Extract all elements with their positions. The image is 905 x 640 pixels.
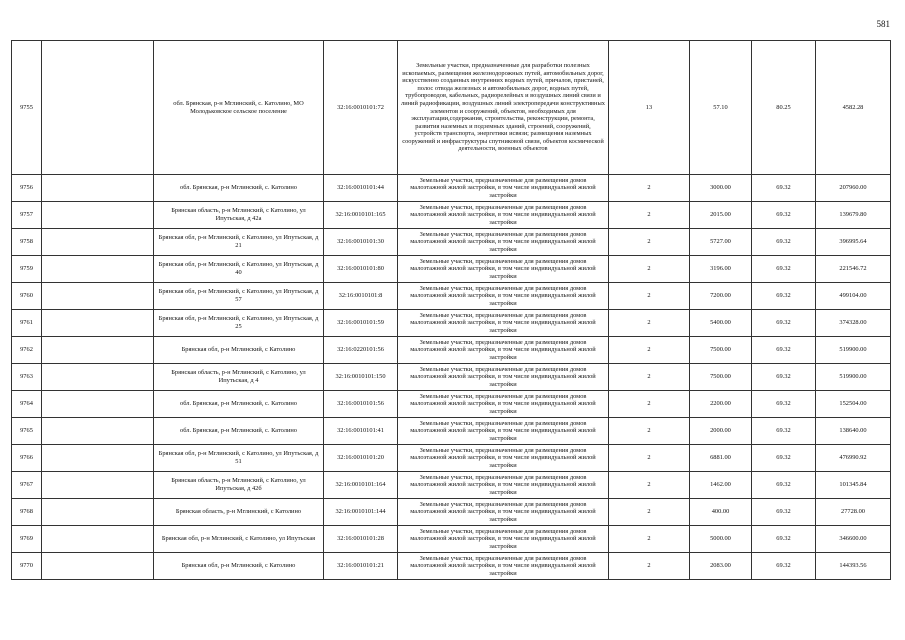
group-number-cell: 2 xyxy=(609,256,690,283)
cadastral-number-cell: 32:16:0010101:20 xyxy=(324,445,398,472)
land-use-purpose-cell: Земельные участки, предназначенные для размещения домов малоэтажной жилой застройки, в том числе индивидуальной жилой застройки xyxy=(398,229,609,256)
land-use-purpose-cell: Земельные участки, предназначенные для размещения домов малоэтажной жилой застройки, в том числе индивидуальной жилой застройки xyxy=(398,418,609,445)
land-use-purpose-cell: Земельные участки, предназначенные для размещения домов малоэтажной жилой застройки, в том числе индивидуальной жилой застройки xyxy=(398,175,609,202)
area-cell: 3196.00 xyxy=(690,256,752,283)
row-number: 9758 xyxy=(12,229,42,256)
table-row xyxy=(12,526,891,553)
land-use-purpose-cell: Земельные участки, предназначенные для размещения домов малоэтажной жилой застройки, в том числе индивидуальной жилой застройки xyxy=(398,337,609,364)
table-row xyxy=(12,229,891,256)
land-use-purpose-cell: Земельные участки, предназначенные для размещения домов малоэтажной жилой застройки, в том числе индивидуальной жилой застройки xyxy=(398,445,609,472)
cadastral-value-cell: 207960.00 xyxy=(816,175,891,202)
table-row xyxy=(12,418,891,445)
group-number-cell: 2 xyxy=(609,283,690,310)
area-cell: 6881.00 xyxy=(690,445,752,472)
table-row xyxy=(12,175,891,202)
land-use-purpose-cell: Земельные участки, предназначенные для размещения домов малоэтажной жилой застройки, в том числе индивидуальной жилой застройки xyxy=(398,553,609,580)
address-cell: обл. Брянская, р-н Мглинский, с. Католино, МО Молодьковское сельское поселение xyxy=(154,41,324,175)
address-cell: Брянская обл, р-н Мглинский, с Католино xyxy=(154,553,324,580)
cadastral-number-cell: 32:16:0010101:59 xyxy=(324,310,398,337)
address-cell: Брянская область, р-н Мглинский, с Католино, ул Ипутьская, д 4 xyxy=(154,364,324,391)
rate-cell: 69.32 xyxy=(752,553,816,580)
row-number: 9764 xyxy=(12,391,42,418)
group-number-cell: 2 xyxy=(609,418,690,445)
address-cell: Брянская обл, р-н Мглинский, с Католино, ул Ипутьская, д 21 xyxy=(154,229,324,256)
cadastral-number-cell: 32:16:0010101:41 xyxy=(324,418,398,445)
land-use-purpose-cell: Земельные участки, предназначенные для размещения домов малоэтажной жилой застройки, в том числе индивидуальной жилой застройки xyxy=(398,283,609,310)
rate-cell: 69.32 xyxy=(752,472,816,499)
cadastral-number-cell: 32:16:0010101:28 xyxy=(324,526,398,553)
row-number: 9760 xyxy=(12,283,42,310)
cadastral-number-cell: 32:16:0010101:8 xyxy=(324,283,398,310)
empty-cell xyxy=(42,499,154,526)
area-cell: 5727.00 xyxy=(690,229,752,256)
group-number-cell: 2 xyxy=(609,229,690,256)
empty-cell xyxy=(42,229,154,256)
group-number-cell: 2 xyxy=(609,472,690,499)
area-cell: 7500.00 xyxy=(690,364,752,391)
table-row xyxy=(12,202,891,229)
cadastral-number-cell: 32:16:0010101:30 xyxy=(324,229,398,256)
rate-cell: 69.32 xyxy=(752,229,816,256)
cadastral-number-cell: 32:16:0010101:144 xyxy=(324,499,398,526)
row-number: 9761 xyxy=(12,310,42,337)
table-row xyxy=(12,256,891,283)
row-number: 9765 xyxy=(12,418,42,445)
empty-cell xyxy=(42,553,154,580)
cadastral-number-cell: 32:16:0010101:150 xyxy=(324,364,398,391)
row-number: 9769 xyxy=(12,526,42,553)
table-row xyxy=(12,472,891,499)
address-cell: Брянская область, р-н Мглинский, с Католино, ул Ипутьская, д 42а xyxy=(154,202,324,229)
rate-cell: 69.32 xyxy=(752,526,816,553)
empty-cell xyxy=(42,337,154,364)
cadastral-value-cell: 144393.56 xyxy=(816,553,891,580)
empty-cell xyxy=(42,202,154,229)
empty-cell xyxy=(42,310,154,337)
area-cell: 2083.00 xyxy=(690,553,752,580)
table-row xyxy=(12,337,891,364)
area-cell: 2000.00 xyxy=(690,418,752,445)
land-use-purpose-cell: Земельные участки, предназначенные для размещения домов малоэтажной жилой застройки, в том числе индивидуальной жилой застройки xyxy=(398,472,609,499)
group-number-cell: 2 xyxy=(609,310,690,337)
land-use-purpose-cell: Земельные участки, предназначенные для размещения домов малоэтажной жилой застройки, в том числе индивидуальной жилой застройки xyxy=(398,256,609,283)
row-number: 9767 xyxy=(12,472,42,499)
cadastral-value-cell: 499104.00 xyxy=(816,283,891,310)
group-number-cell: 2 xyxy=(609,499,690,526)
rate-cell: 69.32 xyxy=(752,499,816,526)
row-number: 9766 xyxy=(12,445,42,472)
empty-cell xyxy=(42,256,154,283)
address-cell: Брянская область, р-н Мглинский, с Католино, ул Ипутьская, д 42б xyxy=(154,472,324,499)
table-row xyxy=(12,445,891,472)
group-number-cell: 2 xyxy=(609,445,690,472)
address-cell: обл. Брянская, р-н Мглинский, с. Католино xyxy=(154,175,324,202)
area-cell: 5000.00 xyxy=(690,526,752,553)
area-cell: 2200.00 xyxy=(690,391,752,418)
area-cell: 2015.00 xyxy=(690,202,752,229)
cadastral-value-cell: 519900.00 xyxy=(816,364,891,391)
cadastral-number-cell: 32:16:0010101:21 xyxy=(324,553,398,580)
row-number: 9763 xyxy=(12,364,42,391)
cadastral-value-cell: 139679.80 xyxy=(816,202,891,229)
area-cell: 3000.00 xyxy=(690,175,752,202)
rate-cell: 69.32 xyxy=(752,364,816,391)
cadastral-number-cell: 32:16:0010101:165 xyxy=(324,202,398,229)
cadastral-value-cell: 476990.92 xyxy=(816,445,891,472)
land-use-purpose-cell: Земельные участки, предназначенные для размещения домов малоэтажной жилой застройки, в том числе индивидуальной жилой застройки xyxy=(398,526,609,553)
row-number: 9762 xyxy=(12,337,42,364)
table-row xyxy=(12,283,891,310)
land-use-purpose-cell: Земельные участки, предназначенные для размещения домов малоэтажной жилой застройки, в том числе индивидуальной жилой застройки xyxy=(398,310,609,337)
rate-cell: 69.32 xyxy=(752,445,816,472)
table-body xyxy=(12,41,891,580)
rate-cell: 69.32 xyxy=(752,310,816,337)
table-row xyxy=(12,310,891,337)
area-cell: 7200.00 xyxy=(690,283,752,310)
empty-cell xyxy=(42,364,154,391)
cadastral-number-cell: 32:16:0010101:80 xyxy=(324,256,398,283)
cadastral-number-cell: 32:16:0220101:56 xyxy=(324,337,398,364)
cadastral-value-cell: 138640.00 xyxy=(816,418,891,445)
land-use-purpose-cell: Земельные участки, предназначенные для разработки полезных ископаемых, размещения железнодорожных путей, автомобильных дорог, искусственно созданных внутренних водных путей, причалов, пристаней, полос отвода железных и автомобильных дорог, водных путей, трубопроводов, кабельных, радиорелейных и воздушных линий связи и линий радиофикации, воздушных линий электропередачи конструктивных элементов и сооружений, объектов, необходимых для эксплуатации,содержания, строительства, реконструкции, ремонта, развития наземных и подземных зданий, строений, сооружений, устройств транспорта, энергетики исвязи; размещения наземных сооружений и инфраструктуры спутниковой связи, объектов космической деятельности, военных объектов xyxy=(398,41,609,175)
area-cell: 5400.00 xyxy=(690,310,752,337)
area-cell: 7500.00 xyxy=(690,337,752,364)
land-use-purpose-cell: Земельные участки, предназначенные для размещения домов малоэтажной жилой застройки, в том числе индивидуальной жилой застройки xyxy=(398,499,609,526)
empty-cell xyxy=(42,472,154,499)
group-number-cell: 2 xyxy=(609,391,690,418)
group-number-cell: 2 xyxy=(609,202,690,229)
address-cell: Брянская обл, р-н Мглинский, с Католино, ул Ипутьская, д 40 xyxy=(154,256,324,283)
area-cell: 1462.00 xyxy=(690,472,752,499)
land-use-purpose-cell: Земельные участки, предназначенные для размещения домов малоэтажной жилой застройки, в том числе индивидуальной жилой застройки xyxy=(398,202,609,229)
empty-cell xyxy=(42,526,154,553)
address-cell: Брянская обл, р-н Мглинский, с Католино, ул Ипутьская, д 51 xyxy=(154,445,324,472)
address-cell: Брянская обл, р-н Мглинский, с Католино, ул Ипутьская, д 25 xyxy=(154,310,324,337)
empty-cell xyxy=(42,418,154,445)
address-cell: обл. Брянская, р-н Мглинский, с. Католино xyxy=(154,418,324,445)
row-number: 9756 xyxy=(12,175,42,202)
address-cell: Брянская обл, р-н Мглинский, с Католино, ул Ипутьская, д 57 xyxy=(154,283,324,310)
group-number-cell: 13 xyxy=(609,41,690,175)
table-row xyxy=(12,364,891,391)
rate-cell: 69.32 xyxy=(752,256,816,283)
address-cell: Брянская обл, р-н Мглинский, с Католино, ул Ипутьская xyxy=(154,526,324,553)
cadastral-number-cell: 32:16:0010101:56 xyxy=(324,391,398,418)
cadastral-number-cell: 32:16:0010101:72 xyxy=(324,41,398,175)
table-row xyxy=(12,499,891,526)
address-cell: обл. Брянская, р-н Мглинский, с. Католино xyxy=(154,391,324,418)
group-number-cell: 2 xyxy=(609,553,690,580)
cadastral-value-cell: 346600.00 xyxy=(816,526,891,553)
cadastral-value-cell: 519900.00 xyxy=(816,337,891,364)
rate-cell: 80.25 xyxy=(752,41,816,175)
row-number: 9759 xyxy=(12,256,42,283)
cadastral-value-table xyxy=(11,40,891,580)
row-number: 9755 xyxy=(12,41,42,175)
rate-cell: 69.32 xyxy=(752,202,816,229)
row-number: 9757 xyxy=(12,202,42,229)
group-number-cell: 2 xyxy=(609,364,690,391)
rate-cell: 69.32 xyxy=(752,337,816,364)
table-row xyxy=(12,553,891,580)
address-cell: Брянская обл, р-н Мглинский, с Католино xyxy=(154,337,324,364)
cadastral-value-cell: 221546.72 xyxy=(816,256,891,283)
land-use-purpose-cell: Земельные участки, предназначенные для размещения домов малоэтажной жилой застройки, в том числе индивидуальной жилой застройки xyxy=(398,391,609,418)
empty-cell xyxy=(42,175,154,202)
empty-cell xyxy=(42,445,154,472)
cadastral-value-cell: 101345.84 xyxy=(816,472,891,499)
empty-cell xyxy=(42,391,154,418)
cadastral-value-cell: 152504.00 xyxy=(816,391,891,418)
table-row xyxy=(12,391,891,418)
table-row xyxy=(12,41,891,175)
land-use-purpose-cell: Земельные участки, предназначенные для размещения домов малоэтажной жилой застройки, в том числе индивидуальной жилой застройки xyxy=(398,364,609,391)
group-number-cell: 2 xyxy=(609,526,690,553)
rate-cell: 69.32 xyxy=(752,418,816,445)
cadastral-value-cell: 27728.00 xyxy=(816,499,891,526)
page-number: 581 xyxy=(876,19,890,29)
cadastral-value-cell: 374328.00 xyxy=(816,310,891,337)
group-number-cell: 2 xyxy=(609,337,690,364)
cadastral-number-cell: 32:16:0010101:164 xyxy=(324,472,398,499)
area-cell: 57.10 xyxy=(690,41,752,175)
rate-cell: 69.32 xyxy=(752,283,816,310)
rate-cell: 69.32 xyxy=(752,391,816,418)
cadastral-value-cell: 4582.28 xyxy=(816,41,891,175)
area-cell: 400.00 xyxy=(690,499,752,526)
empty-cell xyxy=(42,283,154,310)
rate-cell: 69.32 xyxy=(752,175,816,202)
row-number: 9768 xyxy=(12,499,42,526)
group-number-cell: 2 xyxy=(609,175,690,202)
empty-cell xyxy=(42,41,154,175)
address-cell: Брянская область, р-н Мглинский, с Католино xyxy=(154,499,324,526)
cadastral-number-cell: 32:16:0010101:44 xyxy=(324,175,398,202)
cadastral-value-cell: 396995.64 xyxy=(816,229,891,256)
row-number: 9770 xyxy=(12,553,42,580)
